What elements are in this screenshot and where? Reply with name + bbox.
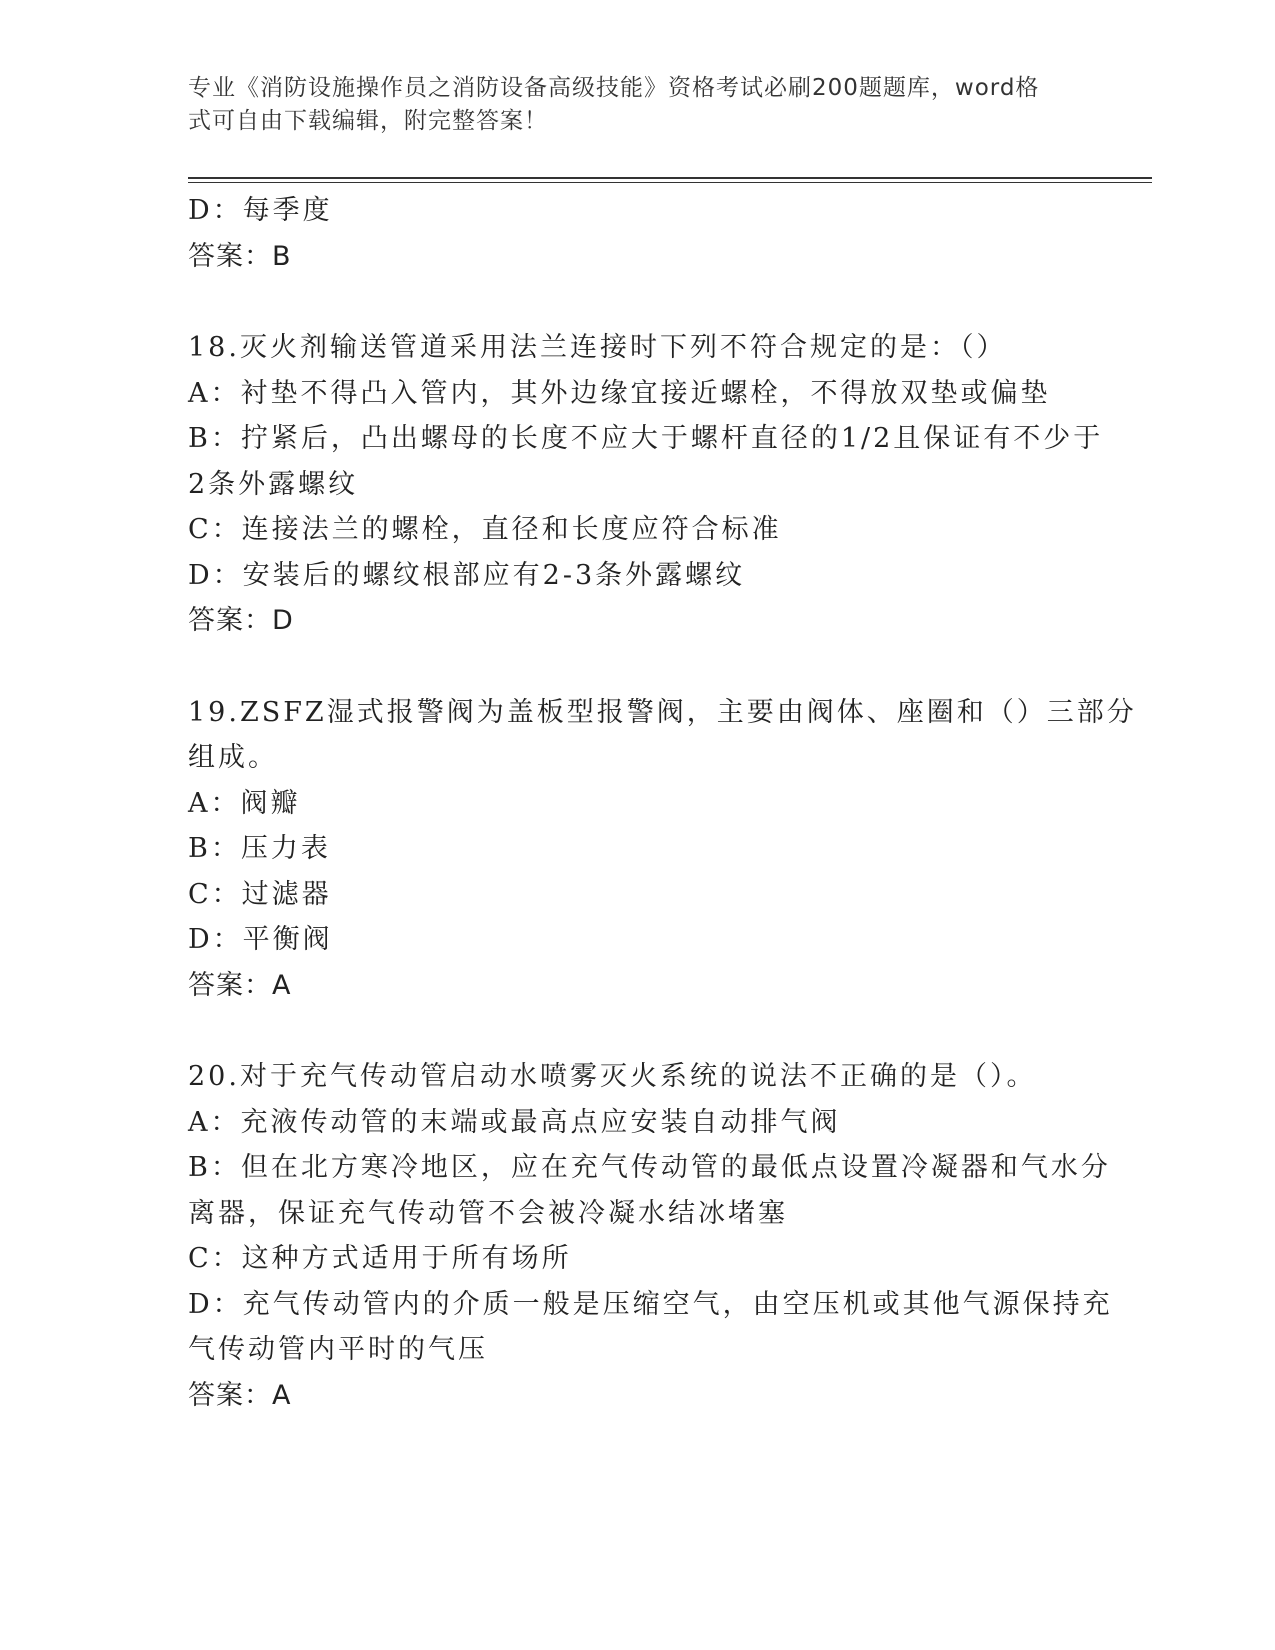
question-stem: 19.ZSFZ湿式报警阀为盖板型报警阀，主要由阀体、座圈和（）三部分 [188,696,1137,728]
spacer [188,1008,1088,1054]
option-a: A：衬垫不得凸入管内，其外边缘宜接近螺栓，不得放双垫或偏垫 [188,377,1051,409]
answer-label: 答案：B [188,240,292,272]
option-b: B：压力表 [188,833,331,864]
question-stem: 20.对于充气传动管启动水喷雾灭火系统的说法不正确的是（）。 [188,1061,1037,1092]
option-c: C：连接法兰的螺栓，直径和长度应符合标准 [188,514,782,545]
spacer [188,644,1088,690]
question-20 [188,1054,1113,1418]
option-d: D：平衡阀 [188,924,333,955]
answer-label: 答案：A [188,969,292,1001]
header-divider [188,177,1152,179]
option-d: D：每季度 [188,195,333,226]
option-b-continued: 离器，保证充气传动管不会被冷凝水结冰堵塞 [188,1197,788,1229]
page-header [188,72,1068,138]
option-c: C：过滤器 [188,878,332,910]
option-c: C：这种方式适用于所有场所 [188,1243,572,1274]
spacer [188,279,1088,325]
option-d-continued: 气传动管内平时的气压 [188,1334,488,1365]
question-stem-continued: 组成。 [188,742,278,773]
header-line-2: 式可自由下载编辑，附完整答案！ [188,108,548,134]
question-19 [188,690,1137,1009]
question-18 [188,325,1104,644]
header-divider-thin [188,182,1152,183]
option-a: A：充液传动管的末端或最高点应安装自动排气阀 [188,1106,841,1138]
question-17-tail [188,188,1088,279]
answer-label: 答案：D [188,605,294,636]
option-d: D：安装后的螺纹根部应有2-3条外露螺纹 [188,559,746,591]
option-a: A：阀瓣 [188,787,301,819]
option-b-continued: 2条外露螺纹 [188,468,359,500]
option-b: B：拧紧后，凸出螺母的长度不应大于螺杆直径的1/2且保证有不少于 [188,423,1104,454]
option-b: B：但在北方寒冷地区，应在充气传动管的最低点设置冷凝器和气水分 [188,1152,1111,1183]
question-list [188,188,1137,1418]
header-line-1: 专业《消防设施操作员之消防设备高级技能》资格考试必刷200题题库，word格 [188,75,1040,101]
question-stem: 18.灭火剂输送管道采用法兰连接时下列不符合规定的是：（） [188,332,1007,363]
option-d: D：充气传动管内的介质一般是压缩空气，由空压机或其他气源保持充 [188,1288,1113,1320]
answer-label: 答案：A [188,1379,292,1411]
